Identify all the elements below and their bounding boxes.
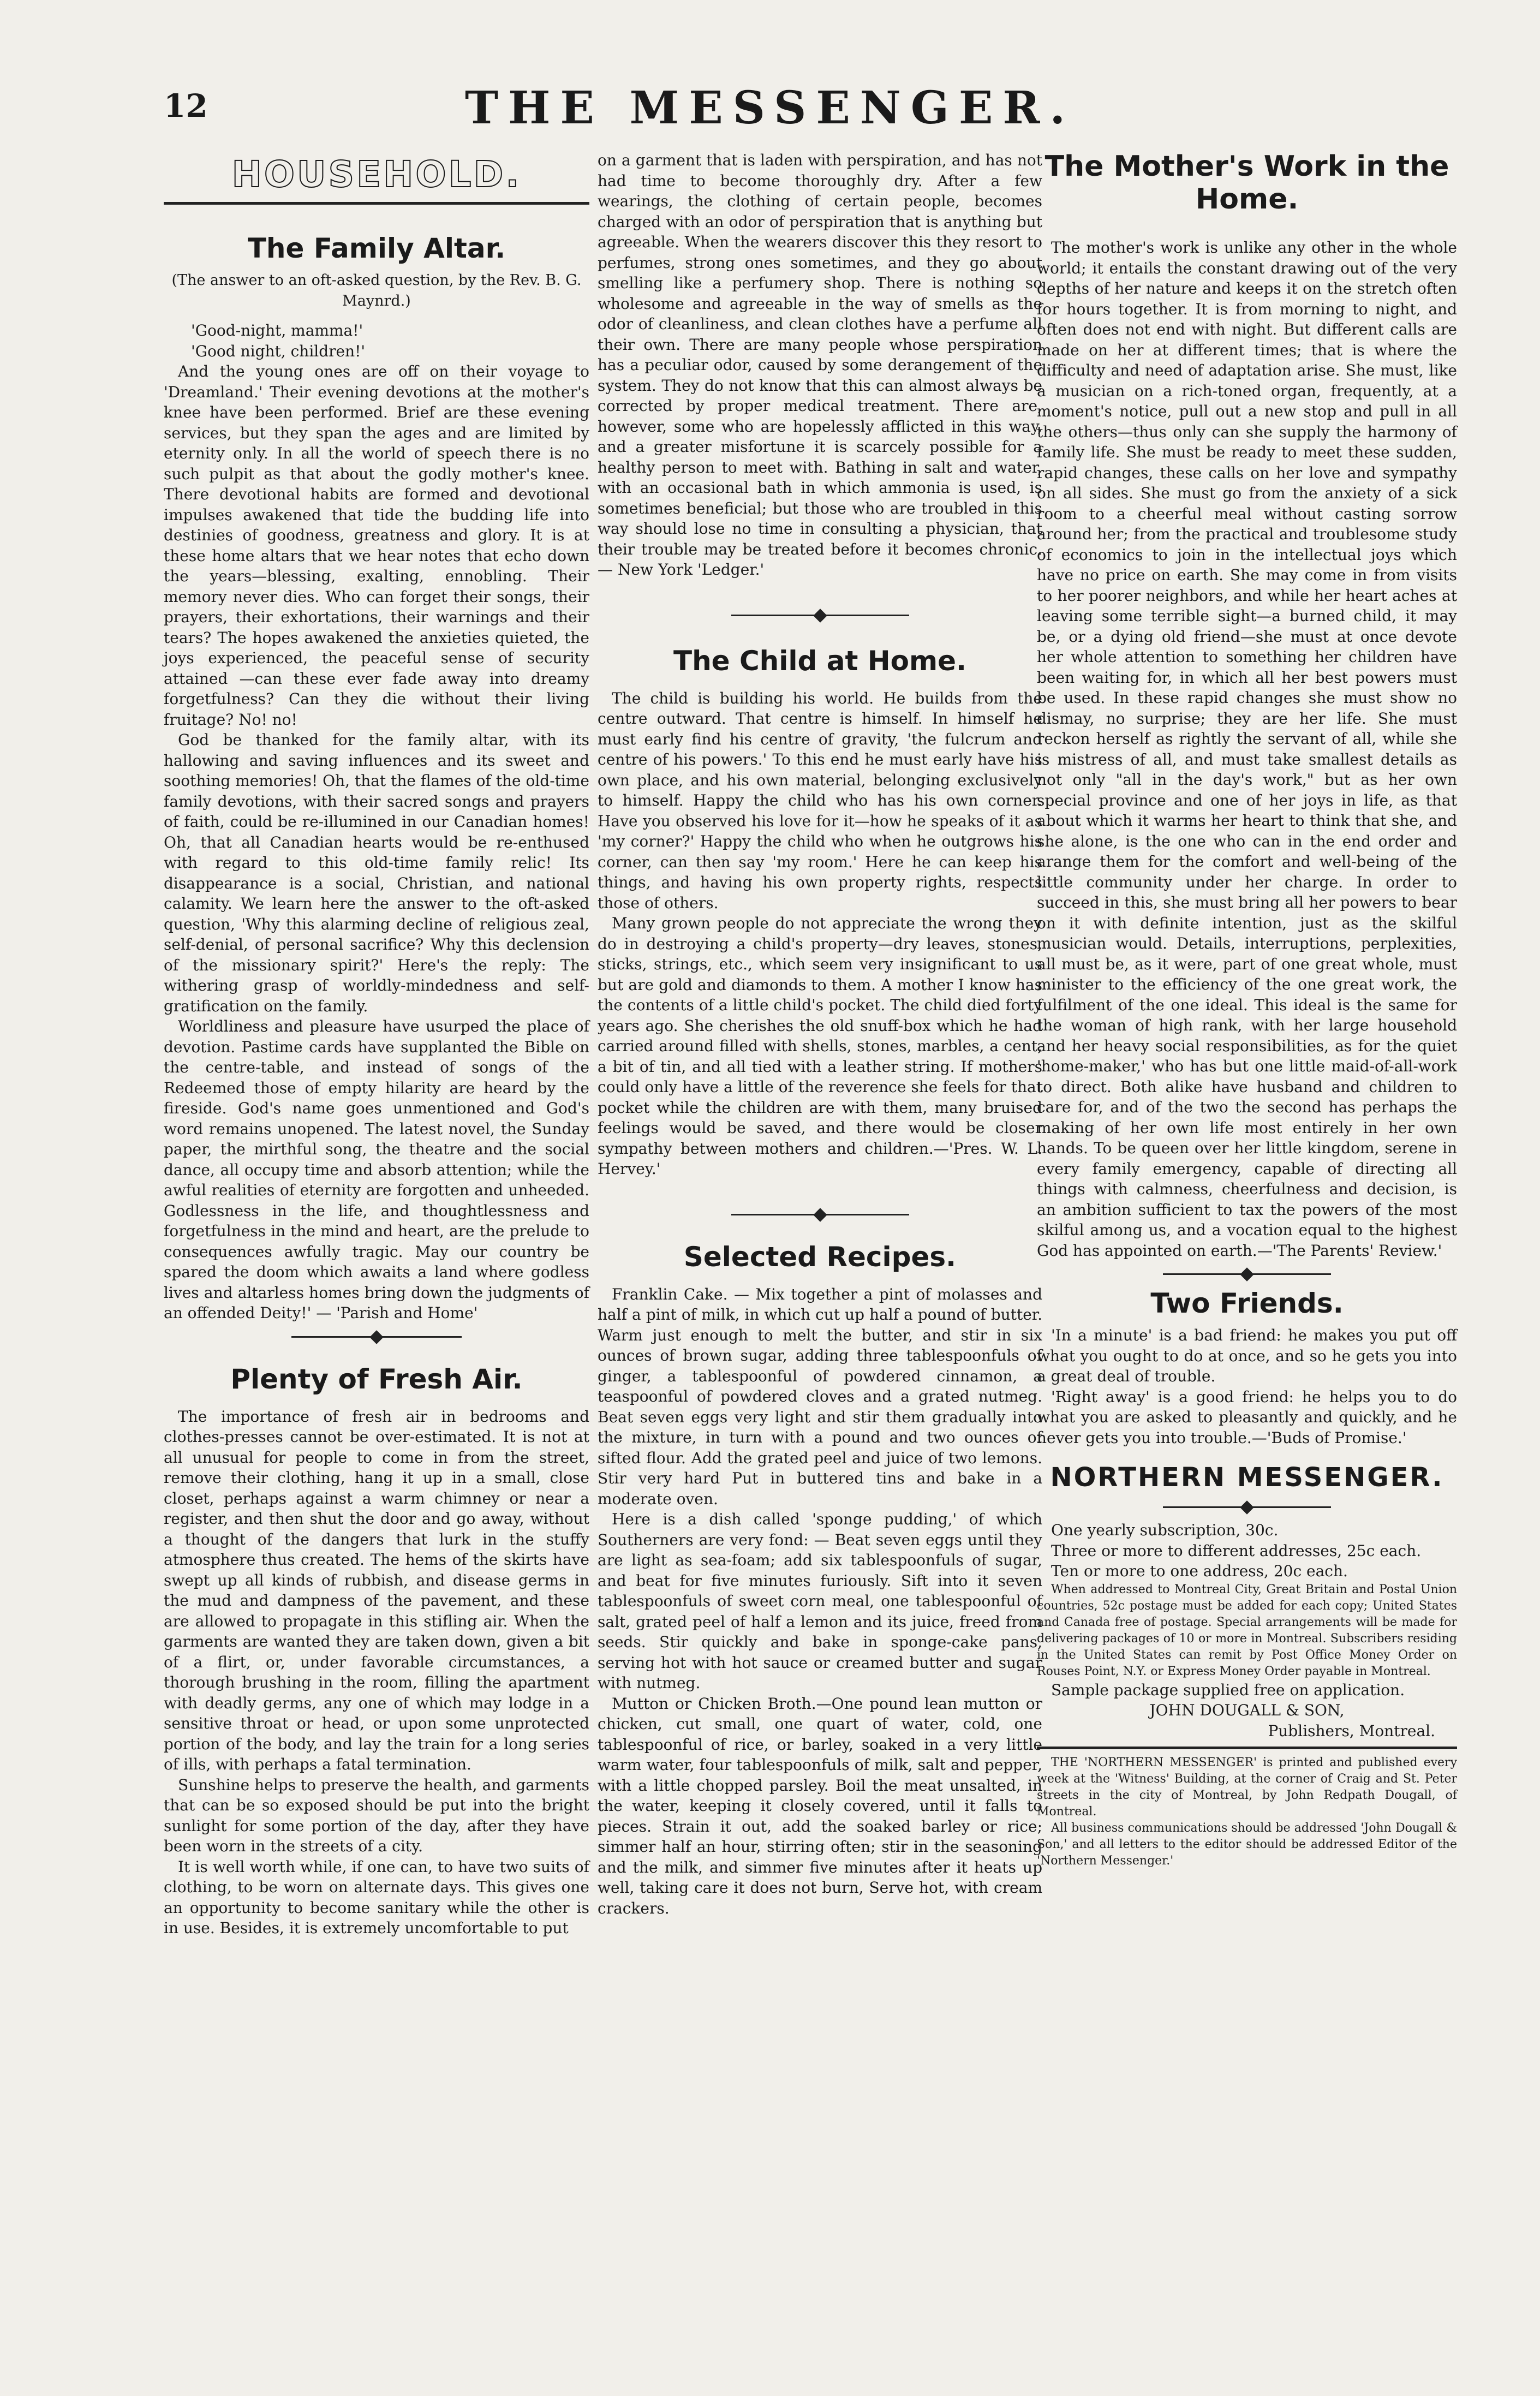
- section-divider: [598, 1207, 1042, 1222]
- recipes-title: Selected Recipes.: [683, 1241, 957, 1273]
- section-divider: [1037, 1266, 1457, 1282]
- family-altar-title: The Family Altar.: [247, 233, 506, 264]
- fresh-air-paragraph: The importance of fresh air in bedrooms and clothes-presses cannot be over-estimated. It is not at all unusual for people to come in from the street, remove their clothing, hang it up in a small, close closet, perhaps against a warm chimney or near a register, and then shut the door and go away, without a thought of the dangers that lurk in the stuffy atmosphere thus created. The hems of the skirts have swept up all kinds of rubbish, and disease germs in the mud and dampness of the pavement, and these are allowed to propagate in this stifling air. When the garments are wanted they are taken down, given a bit of a flirt, or, under favorable circumstances, a thorough brushing in the room, filling the apartment with deadly germs, any one of which may lodge in a sensitive throat or head, or upon some unprotected portion of the body, and lay the train for a long series of ills, with perhaps a fatal termination.: [164, 1407, 589, 1773]
- masthead: THE MESSENGER.: [464, 82, 1076, 134]
- recipe-paragraph: Mutton or Chicken Broth.—One pound lean mutton or chicken, cut small, one quart of water, cold, one tablespoonful of rice, or barley, soaked in a very little warm water, four tablespoonfuls of milk, salt and pepper, with a little chopped parsley. Boil the meat unsalted, in the water, keeping it closely covered, until it falls to pieces. Strain it out, add the soaked barley or rice; simmer half an hour, stirring often; stir in the seasoning and the milk, and simmer five minutes after it heats up well, taking care it does not burn, Serve hot, with cream crackers.: [598, 1694, 1042, 1917]
- household-banner: HOUSEHOLD.: [231, 153, 522, 195]
- imprint-text: THE 'NORTHERN MESSENGER' is printed and published every week at the 'Witness' Building, at the corner of Craig and St. Peter streets in the city of Montreal, by John Redpath Dougall, of Montreal.: [1037, 1756, 1457, 1819]
- child-at-home-paragraph: The child is building his world. He builds from the centre outward. That centre is himself. In himself he must early find his centre of gravity, 'the fulcrum and centre of his powers.' To this end he must early have his own place, and his own material, belonging exclusively to himself. Happy the child who has his own corner. Have you observed his love for it—how he speaks of it as 'my corner?' Happy the child who when he outgrows his corner, can then say 'my room.' Here he can keep his things, and having his own property rights, respects those of others.: [598, 689, 1042, 912]
- two-friends-title: Two Friends.: [1150, 1288, 1344, 1319]
- northern-messenger-title: NORTHERN MESSENGER.: [1050, 1462, 1444, 1493]
- fresh-air-paragraph: Sunshine helps to preserve the health, and garments that can be so exposed should be put into the bright sunlight for some portion of the day, after they have been worn in the streets of a city.: [164, 1775, 589, 1855]
- family-altar-line: 'Good-night, mamma!': [191, 321, 363, 339]
- fresh-air-continued: on a garment that is laden with perspiration, and has not had time to become thoroughly dry. After a few wearings, the clothing of certain people, becomes charged with an odor of perspiration that is anything but agreeable. When the wearers discover this they resort to perfumes, strong ones sometimes, and they go about smelling like a perfumery shop. There is nothing so wholesome and agreeable in the way of smells as the odor of cleanliness, and clean clothes have a perfume all their own. There are many people whose perspiration has a peculiar odor, caused by some derangement of the system. They do not know that this can almost always be corrected by proper medical treatment. There are, however, some who are hopelessly afflicted in this way, and a greater misfortune it is scarcely possible for a healthy person to meet with. Bathing in salt and water, with an occasional bath in which ammonia is used, is sometimes beneficial; but those who are troubled in this way should lose no time in consulting a physician, that their trouble may be treated before it becomes chronic. — New York 'Ledger.': [598, 151, 1042, 579]
- page-header: [0, 82, 1540, 147]
- publisher-sub: Publishers, Montreal.: [1268, 1721, 1435, 1740]
- section-divider: [1037, 1499, 1457, 1515]
- recipe-paragraph: Franklin Cake. — Mix together a pint of molasses and half a pint of milk, in which cut up half a pound of butter. Warm just enough to melt the butter, and stir in six ounces of brown sugar, adding three tablespoonfuls of ginger, a tablespoonful of powdered cinnamon, a teaspoonful of powdered cloves and a grated nutmeg. Beat seven eggs very light and stir them gradually into the mixture, in turn with a pound and two ounces of sifted flour. Add the grated peel and juice of two lemons. Stir very hard Put in buttered tins and bake in a moderate oven.: [598, 1285, 1042, 1508]
- two-friends-paragraph: 'Right away' is a good friend: he helps you to do what you are asked to pleasantly and quickly, and he never gets you into trouble.—'Buds of Promise.': [1037, 1387, 1457, 1447]
- column-1: [164, 153, 589, 1939]
- fresh-air-paragraph: It is well worth while, if one can, to have two suits of clothing, to be worn on alternate days. This gives one an opportunity to become sanitary while the other is in use. Besides, it is extremely uncomfortable to put: [164, 1857, 589, 1937]
- column-2: [598, 150, 1042, 1918]
- imprint-rule: [1037, 1747, 1457, 1749]
- subscription-rate: One yearly subscription, 30c.: [1051, 1521, 1279, 1539]
- two-friends-paragraph: 'In a minute' is a bad friend: he makes you put off what you ought to do at once, and so he gets you into a great deal of trouble.: [1037, 1326, 1457, 1385]
- business-note: All business communications should be addressed 'John Dougall & Son,' and all letters to the editor should be addressed Editor of the 'Northern Messenger.': [1037, 1821, 1457, 1868]
- column-3: [1037, 150, 1457, 1869]
- family-altar-paragraph: And the young ones are off on their voyage to 'Dreamland.' Their evening devotions at the mother's knee have been performed. Brief are these evening services, but they span the ages and are limited by eternity only. In all the world of speech there is no such pulpit as that about the godly mother's knee. There devotional habits are formed and devotional impulses awakened that tide the budding life into destinies of goodness, greatness and glory. It is at these home altars that we hear notes that echo down the years—blessing, exalting, ennobling. Their memory never dies. Who can forget their songs, their prayers, their exhortations, their warnings and their tears? The hopes awakened the anxieties quieted, the joys experienced, the peaceful sense of security attained —can these ever fade away into dreamy forgetfulness? Can they die without their living fruitage? No! no!: [164, 362, 589, 729]
- subscription-rate: Ten or more to one address, 20c each.: [1051, 1562, 1348, 1580]
- child-at-home-paragraph: Many grown people do not appreciate the wrong they do in destroying a child's property—dry leaves, stones, sticks, strings, etc., which seem very insignificant to us but are gold and diamonds to them. A mother I know has the contents of a little child's pocket. The child died forty years ago. She cherishes the old snuff-box which he had carried around filled with shells, stones, marbles, a cent, a bit of tin, and all tied with a leather string. If mothers could only have a little of the reverence she feels for that pocket while the children are with them, many bruised feelings would be saved, and there would be closer sympathy between mothers and children.—'Pres. W. L. Hervey.': [598, 914, 1042, 1178]
- family-altar-line: 'Good night, children!': [191, 342, 366, 360]
- recipe-paragraph: Here is a dish called 'sponge pudding,' of which Southerners are very fond: — Beat seven eggs until they are light as sea-foam; add six tablespoonfuls of sugar, and beat for five minutes furiously. Sift into it seven tablespoonfuls of sweet corn meal, one tablespoonful of salt, grated peel of half a lemon and its juice, freed from seeds. Stir quickly and bake in sponge-cake pans, serving hot with hot sauce or creamed butter and sugar with nutmeg.: [598, 1510, 1042, 1692]
- imprint-block: [1037, 1755, 1457, 1869]
- postage-note: When addressed to Montreal City, Great Britain and Postal Union countries, 52c postage must be added for each copy; United States and Canada free of postage. Special arrangements will be made for delivering packages of 10 or more in Montreal. Subscribers residing in the United States can remit by Post Office Money Order on Rouses Point, N.Y. or Express Money Order payable in Montreal.: [1037, 1582, 1457, 1678]
- fresh-air-title: Plenty of Fresh Air.: [230, 1363, 523, 1395]
- mothers-work-paragraph: The mother's work is unlike any other in the whole world; it entails the constant drawing out of the very depths of her nature and keeps it on the stretch often for hours together. It is from morning to night, and often does not end with night. But different calls are made on her at different times; that is where the difficulty and need of adaptation arise. She must, like a musician on a rich-toned organ, frequently, at a moment's notice, pull out a new stop and pull in all the others—thus only can she supply the harmony of family life. She must be ready to meet these sudden, rapid changes, these calls on her love and sympathy on all sides. She must go from the anxiety of a sick room to a cheerful meal without casting sorrow around her; from the practical and troublesome study of economics to join in the intellectual joys which have no price on earth. She may come in from visits to her poorer neighbors, and while her heart aches at leaving some terrible sight—a burned child, it may be, or a dying old friend—she must at once devote her whole attention to something her children have been waiting for, in which all her best powers must be used. In these rapid changes she must show no dismay, no surprise; they are her life. She must reckon herself as rightly the servant of all, while she is mistress of all, and must take smallest details as not only "all in the day's work," but as her own special province and one of her joys in life, as that about which it warms her heart to think that she, and she alone, is the one who can in the end order and arange them for the comfort and well-being of the little community under her charge. In order to succeed in this, she must bring all her powers to bear on it with definite intention, just as the skilful musician would. Details, interruptions, perplexities, all must be, as it were, part of one great whole, must minister to the efficiency of the one great work, the fulfilment of the one ideal. This ideal is the same for the woman of high rank, with her large household and her heavy social responsibilities, as for the quiet 'home-maker,' who has but one little maid-of-all-work to direct. Both alike have husband and children to care for, and of the two the second has perhaps the making of her own life most entirely in her own hands. To be queen over her little kingdom, serene in every family emergency, capable of directing all things with calmness, cheerfulness and decision, is an ambition sufficient to tax the powers of the most skilful among us, and a vocation equal to the highest God has appointed on earth.—'The Parents' Review.': [1037, 239, 1457, 1260]
- banner-rule: [164, 202, 589, 205]
- page-number: 12: [164, 87, 208, 124]
- postage-note-block: [1037, 1582, 1457, 1680]
- publisher-name: JOHN DOUGALL & SON,: [1149, 1701, 1345, 1719]
- family-altar-paragraph: God be thanked for the family altar, with its hallowing and saving influences and its sweet and soothing memories! Oh, that the flames of the old-time family devotions, with their sacred songs and prayers of faith, could be re-illumined in our Canadian homes! Oh, that all Canadian hearts would be re-enthused with regard to this old-time family relic! Its disappearance is a social, Christian, and national calamity. We learn here the answer to the oft-asked question, 'Why this alarming decline of religious zeal, self-denial, of personal sacrifice? Why this declension of the missionary spirit?' Here's the reply: The withering grasp of worldly-mindedness and self-gratification on the family.: [164, 731, 589, 1015]
- section-divider: [164, 1329, 589, 1344]
- family-altar-subtitle: (The answer to an oft-asked question, by the Rev. B. G. Maynrd.): [171, 272, 582, 309]
- subscription-rate: Three or more to different addresses, 25c each.: [1051, 1541, 1422, 1560]
- sample-note: Sample package supplied free on application.: [1051, 1680, 1405, 1699]
- child-at-home-title: The Child at Home.: [673, 645, 967, 677]
- mothers-work-title: The Mother's Work in the Home.: [1044, 150, 1449, 216]
- section-divider: [598, 607, 1042, 623]
- family-altar-paragraph: Worldliness and pleasure have usurped the place of devotion. Pastime cards have supplanted the Bible on the centre-table, and instead of songs of the Redeemed those of empty hilarity are heard by the fireside. God's name goes unmentioned and God's word remains unopened. The latest novel, the Sunday paper, the mirthful song, the theatre and the social dance, all occupy time and absorb attention; while the awful realities of eternity are forgotten and unheeded. Godlessness in the life, and thoughtlessness and forgetfulness in the mind and heart, are the prelude to consequences awfully tragic. May our country be spared the doom which awaits a land where godless lives and altarless homes bring down the judgments of an offended Deity!' — 'Parish and Home': [164, 1017, 589, 1322]
